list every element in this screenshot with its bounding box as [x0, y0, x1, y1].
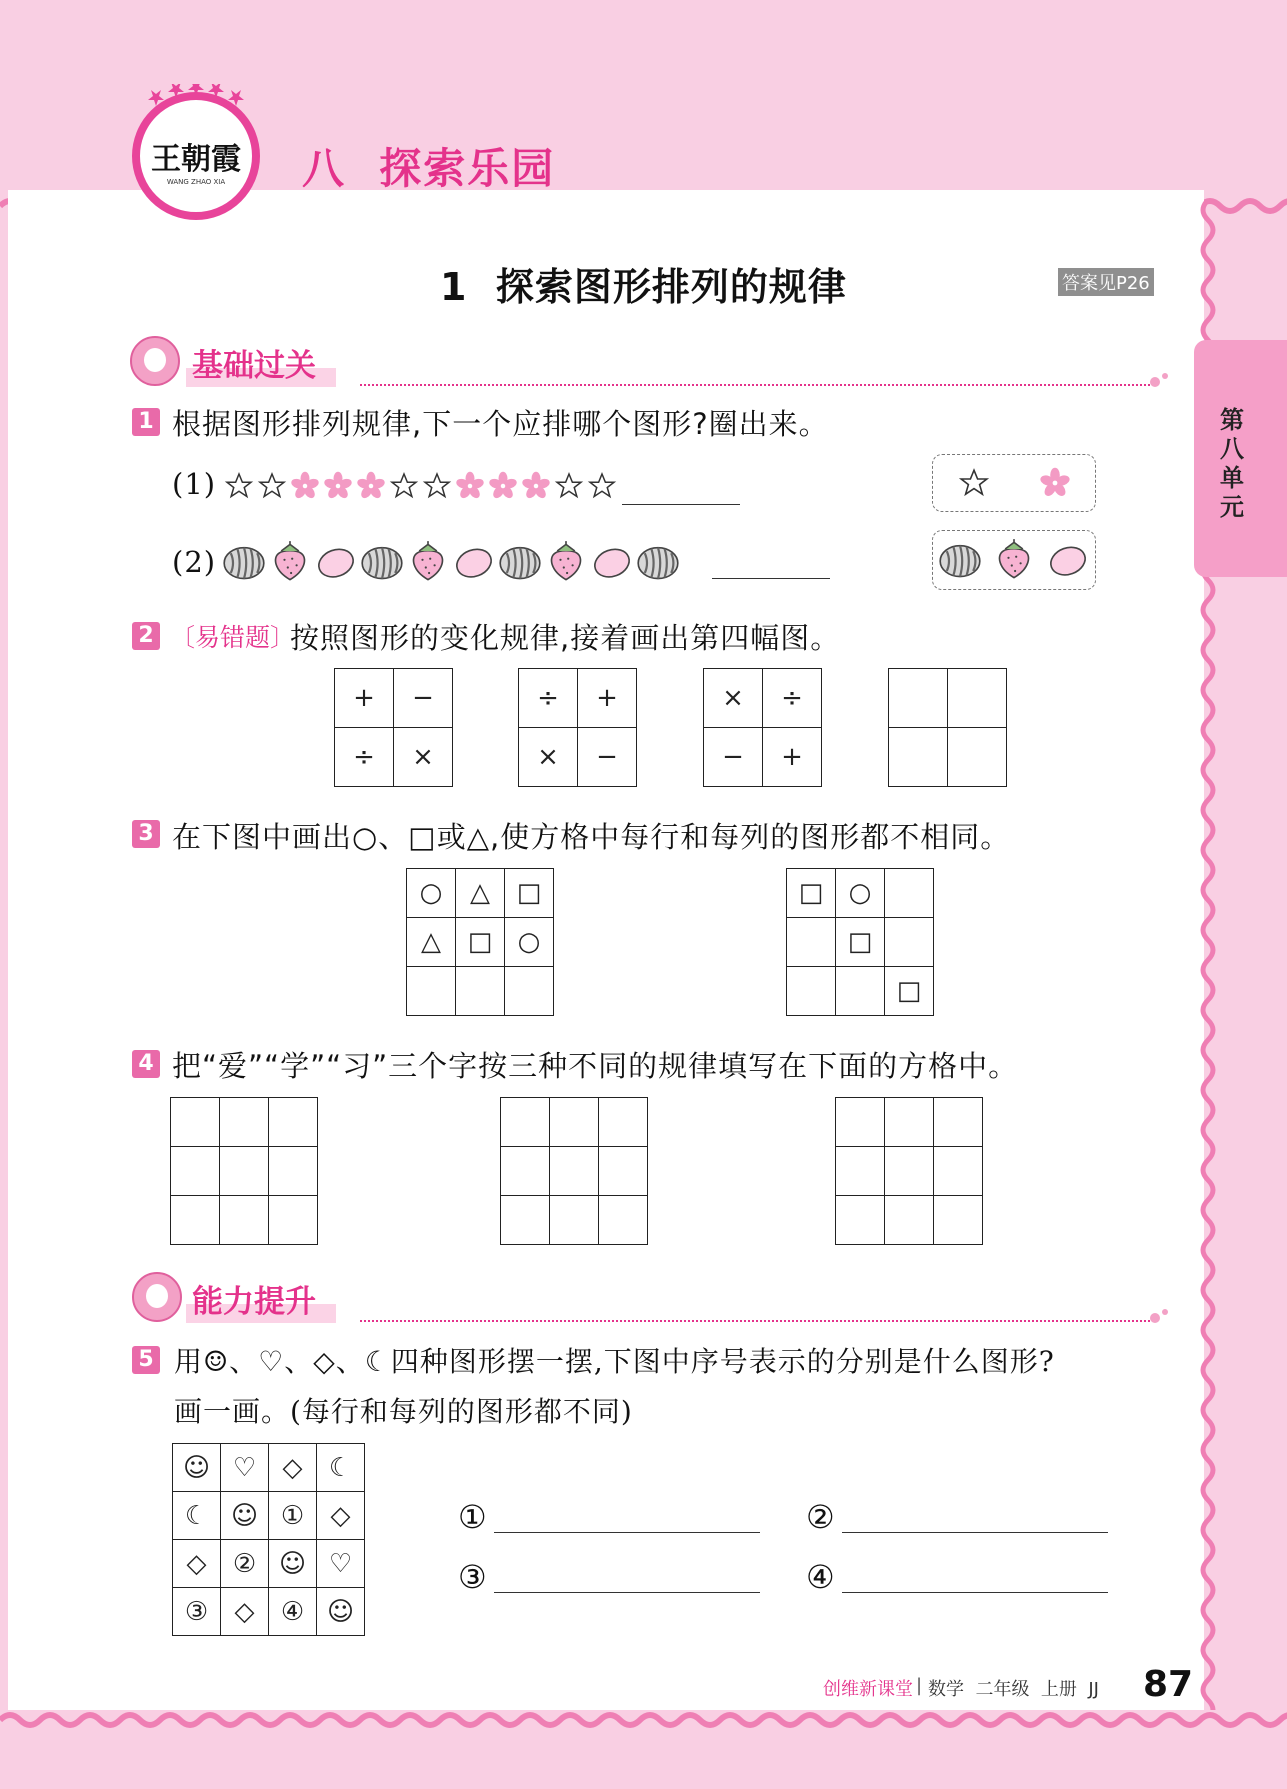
dots-decoration-icon	[1148, 368, 1172, 392]
q5-prompt-line2: 画一画。(每行和每列的图形都不同)	[174, 1395, 633, 1428]
grid-cell[interactable]	[501, 1196, 550, 1245]
grid-cell[interactable]	[220, 1098, 269, 1147]
grid-cell[interactable]	[885, 1196, 934, 1245]
question-number-3: 3	[132, 820, 160, 848]
q5-answer-label-4: ④	[806, 1558, 835, 1596]
grid-cell[interactable]	[550, 1147, 599, 1196]
dots-decoration-icon	[1148, 1304, 1172, 1328]
logo-tagline: WANG ZHAO XIA	[166, 178, 226, 186]
q2-grid-2	[518, 668, 637, 787]
star-crown-icon	[146, 84, 246, 114]
grid-cell[interactable]	[934, 1147, 983, 1196]
grid-cell: ×	[704, 669, 763, 728]
lemon-icon	[1046, 538, 1090, 582]
grid-cell: ○	[836, 869, 885, 918]
side-tab-label: 第八单元	[1220, 406, 1244, 521]
unit-title: 八 探索乐园	[302, 144, 556, 193]
grid-cell: +	[578, 669, 637, 728]
q4-grid-1[interactable]	[170, 1097, 318, 1245]
page-number: 87	[1143, 1664, 1194, 1705]
grid-cell: ☾	[317, 1444, 365, 1492]
grid-cell[interactable]	[501, 1098, 550, 1147]
grid-cell: △	[407, 918, 456, 967]
grid-cell[interactable]	[269, 1098, 318, 1147]
mascot-icon	[132, 1272, 182, 1322]
grid-cell[interactable]	[269, 1147, 318, 1196]
q1-prompt: 根据图形排列规律,下一个应排哪个图形?圈出来。	[172, 407, 829, 441]
grid-cell: +	[763, 728, 822, 787]
watermelon-icon	[938, 538, 982, 582]
grid-cell: ☾	[173, 1492, 221, 1540]
grid-cell: −	[578, 728, 637, 787]
section-advanced-label: 能力提升	[186, 1276, 336, 1323]
star-icon	[958, 467, 990, 499]
q1-part2-sequence	[222, 538, 680, 586]
grid-cell: ☺	[221, 1492, 269, 1540]
q1-part2-options	[932, 530, 1096, 590]
q1-part1-options	[932, 454, 1096, 512]
grid-cell[interactable]	[550, 1098, 599, 1147]
grid-cell[interactable]	[836, 1147, 885, 1196]
grid-cell[interactable]	[269, 1196, 318, 1245]
section-basic-label: 基础过关	[186, 340, 336, 387]
q3-grid-1	[406, 868, 554, 1016]
q2-grid-1	[334, 668, 453, 787]
star-icon	[422, 471, 452, 501]
grid-cell: ◇	[221, 1588, 269, 1636]
q2-prompt: 按照图形的变化规律,接着画出第四幅图。	[290, 621, 841, 655]
star-icon	[224, 471, 254, 501]
grid-cell: ÷	[519, 669, 578, 728]
q5-answer-blank-1[interactable]	[494, 1532, 760, 1533]
footer-separator: |	[916, 1675, 923, 1696]
watermelon-icon	[636, 540, 680, 584]
q5-answer-label-1: ①	[458, 1498, 487, 1536]
question-number-2: 2	[132, 622, 160, 650]
grid-cell[interactable]	[885, 1147, 934, 1196]
watermelon-icon	[360, 540, 404, 584]
q5-grid	[172, 1443, 365, 1636]
q2-grid-3	[703, 668, 822, 787]
lemon-icon	[452, 540, 496, 584]
grid-cell: ◇	[317, 1492, 365, 1540]
grid-cell: ☺	[269, 1540, 317, 1588]
grid-cell: △	[456, 869, 505, 918]
q1-part1-blank[interactable]	[622, 504, 740, 505]
grid-cell[interactable]	[934, 1196, 983, 1245]
grid-cell: □	[885, 967, 934, 1016]
star-icon	[389, 471, 419, 501]
flower-icon	[521, 471, 551, 501]
grid-cell: ○	[505, 918, 554, 967]
grid-cell[interactable]	[220, 1196, 269, 1245]
grid-cell[interactable]	[407, 967, 456, 1016]
q4-grid-2[interactable]	[500, 1097, 648, 1245]
grid-cell: ÷	[335, 728, 394, 787]
answer-reference-badge: 答案见P26	[1058, 268, 1154, 296]
grid-cell[interactable]	[550, 1196, 599, 1245]
grid-cell[interactable]	[171, 1147, 220, 1196]
grid-cell: −	[704, 728, 763, 787]
grid-cell: ÷	[763, 669, 822, 728]
grid-cell[interactable]	[948, 669, 1007, 728]
grid-cell: ×	[394, 728, 453, 787]
q5-prompt-line1: 用☺、♡、◇、☾四种图形摆一摆,下图中序号表示的分别是什么图形?	[174, 1345, 1055, 1378]
grid-cell: +	[335, 669, 394, 728]
grid-cell: ③	[173, 1588, 221, 1636]
grid-cell[interactable]	[787, 967, 836, 1016]
grid-cell: □	[787, 869, 836, 918]
grid-cell[interactable]	[885, 1098, 934, 1147]
unit-side-tab	[1194, 340, 1287, 577]
grid-cell: □	[456, 918, 505, 967]
q2-tag: 〔易错题〕	[170, 623, 296, 652]
q4-prompt: 把“爱”“学”“习”三个字按三种不同的规律填写在下面的方格中。	[172, 1049, 1019, 1083]
grid-cell[interactable]	[599, 1147, 648, 1196]
flower-icon	[290, 471, 320, 501]
grid-cell[interactable]	[948, 728, 1007, 787]
grid-cell: ◇	[269, 1444, 317, 1492]
lemon-icon	[314, 540, 358, 584]
q1-part1-sequence	[224, 466, 617, 506]
q3-grid-2	[786, 868, 934, 1016]
q1-part2-blank[interactable]	[712, 578, 830, 579]
grid-cell[interactable]	[934, 1098, 983, 1147]
q2-grid-4[interactable]	[888, 668, 1007, 787]
bottom-wave-border	[0, 1700, 1287, 1740]
mascot-icon	[130, 336, 180, 386]
logo-name: 王朝霞	[151, 142, 241, 177]
flower-icon	[455, 471, 485, 501]
q4-grid-3[interactable]	[835, 1097, 983, 1245]
grid-cell: ×	[519, 728, 578, 787]
q5-answer-blank-2[interactable]	[842, 1532, 1108, 1533]
lesson-title: 1 探索图形排列的规律	[440, 265, 847, 309]
grid-cell: ♡	[221, 1444, 269, 1492]
grid-cell[interactable]	[889, 728, 948, 787]
grid-cell[interactable]	[599, 1196, 648, 1245]
grid-cell[interactable]	[501, 1147, 550, 1196]
grid-cell[interactable]	[599, 1098, 648, 1147]
grid-cell[interactable]	[787, 918, 836, 967]
flower-icon	[323, 471, 353, 501]
grid-cell: □	[836, 918, 885, 967]
grid-cell[interactable]	[456, 967, 505, 1016]
grid-cell[interactable]	[836, 1098, 885, 1147]
section-divider	[360, 1320, 1150, 1322]
strawberry-icon	[544, 540, 588, 584]
grid-cell: ○	[407, 869, 456, 918]
grid-cell[interactable]	[220, 1147, 269, 1196]
grid-cell: ♡	[317, 1540, 365, 1588]
strawberry-icon	[268, 540, 312, 584]
star-icon	[554, 471, 584, 501]
grid-cell[interactable]	[885, 918, 934, 967]
grid-cell[interactable]	[889, 669, 948, 728]
grid-cell: −	[394, 669, 453, 728]
flower-icon	[356, 471, 386, 501]
grid-cell[interactable]	[885, 869, 934, 918]
question-number-4: 4	[132, 1050, 160, 1078]
q1-part1-label: (1)	[172, 467, 217, 501]
watermelon-icon	[222, 540, 266, 584]
footer-brand: 创维新课堂	[823, 1679, 913, 1700]
question-number-1: 1	[132, 408, 160, 436]
grid-cell[interactable]	[836, 967, 885, 1016]
grid-cell: ②	[221, 1540, 269, 1588]
strawberry-icon	[406, 540, 450, 584]
grid-cell: ☺	[317, 1588, 365, 1636]
star-icon	[587, 471, 617, 501]
q5-answer-blank-3[interactable]	[494, 1592, 760, 1593]
grid-cell[interactable]	[171, 1098, 220, 1147]
grid-cell: ①	[269, 1492, 317, 1540]
question-number-5: 5	[132, 1346, 160, 1374]
q5-answer-blank-4[interactable]	[842, 1592, 1108, 1593]
grid-cell: ④	[269, 1588, 317, 1636]
strawberry-icon	[992, 538, 1036, 582]
grid-cell[interactable]	[836, 1196, 885, 1245]
flower-icon	[488, 471, 518, 501]
footer-info: 数学 二年级 上册 JJ	[928, 1679, 1099, 1700]
grid-cell[interactable]	[171, 1196, 220, 1245]
grid-cell[interactable]	[505, 967, 554, 1016]
flower-icon	[1039, 467, 1071, 499]
q3-prompt: 在下图中画出○、□或△,使方格中每行和每列的图形都不相同。	[172, 820, 1011, 854]
watermelon-icon	[498, 540, 542, 584]
grid-cell: ☺	[173, 1444, 221, 1492]
star-icon	[257, 471, 287, 501]
grid-cell: □	[505, 869, 554, 918]
q1-part2-label: (2)	[172, 545, 217, 579]
section-divider	[360, 384, 1150, 386]
q5-answer-label-2: ②	[806, 1498, 835, 1536]
q5-answer-label-3: ③	[458, 1558, 487, 1596]
lemon-icon	[590, 540, 634, 584]
grid-cell: ◇	[173, 1540, 221, 1588]
